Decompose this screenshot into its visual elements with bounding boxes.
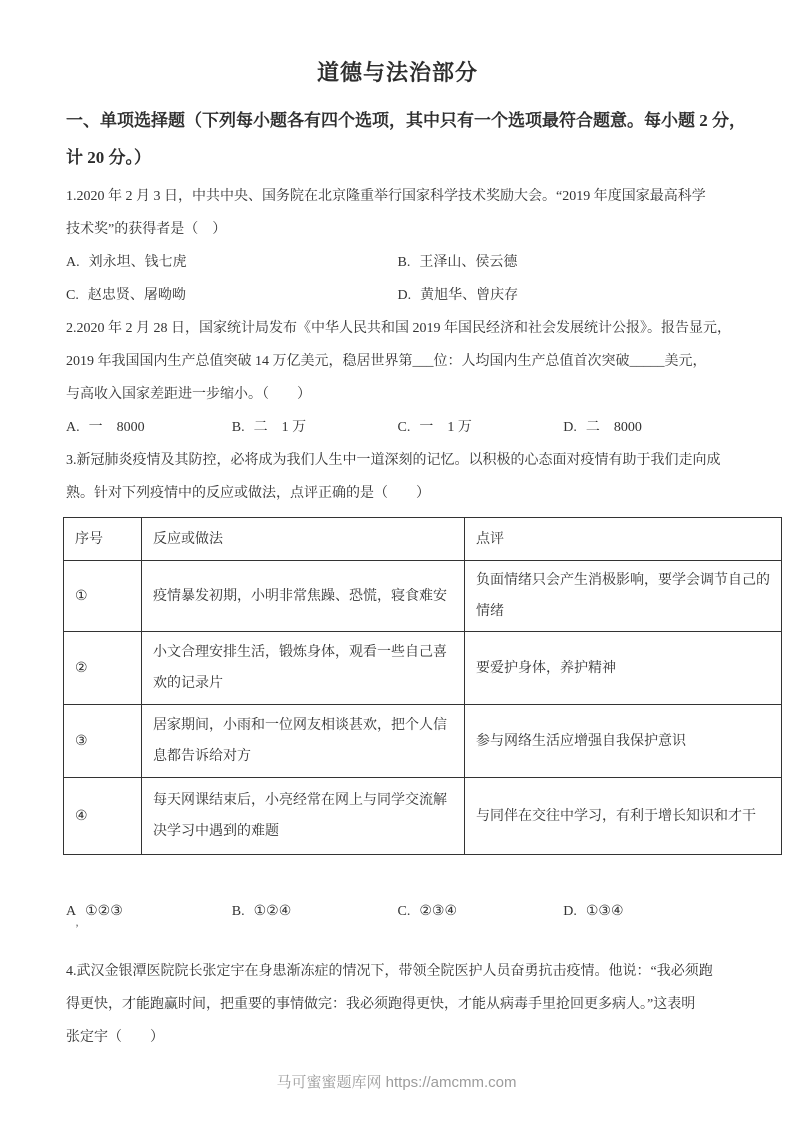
row-1-num: ① — [64, 561, 142, 632]
question-4-text-line-1: 4.武汉金银潭医院院长张定宇在身患渐冻症的情况下，带领全院医护人员奋勇抗击疫情。他说：“我必须跑 — [66, 964, 713, 979]
table-row-1 — [64, 561, 782, 632]
question-3-option-d — [563, 895, 729, 928]
question-4 — [66, 955, 729, 1054]
question-1-option-d — [398, 279, 730, 312]
section-heading — [66, 102, 746, 176]
question-4-text-line-3: 张定宇（ ） — [66, 1030, 164, 1045]
watermark-site-text: 马可蜜蜜题库网 https://amcmm.com — [276, 1074, 517, 1091]
option-label: C. — [66, 288, 79, 303]
question-1-text-line-2: 技术奖”的获得者是（ ） — [66, 222, 227, 237]
table-header-row — [64, 518, 782, 561]
question-1 — [66, 180, 729, 312]
question-1-option-a — [66, 246, 398, 279]
question-2-option-d — [563, 411, 729, 444]
option-label: D. — [563, 904, 577, 919]
option-text: 黄旭华、曾庆存 — [420, 288, 519, 303]
question-2-option-b — [232, 411, 398, 444]
row-4-comment: 与同伴在交往中学习，有利于增长知识和才干 — [465, 778, 782, 855]
option-text: 一 1 万 — [419, 420, 472, 435]
row-3-action: 居家期间，小雨和一位网友相谈甚欢，把个人信息都告诉给对方 — [142, 705, 465, 778]
table-row-4 — [64, 778, 782, 855]
question-3-table — [63, 517, 782, 855]
question-2-text-line-2: 2019 年我国国内生产总值突破 14 万亿美元，稳居世界第___位：人均国内生产总值首次突破_____美元， — [66, 354, 707, 369]
question-2-option-a — [66, 411, 232, 444]
option-text: ①③④ — [585, 904, 624, 919]
row-2-num: ② — [64, 632, 142, 705]
question-3-option-c — [398, 895, 564, 928]
option-label: A. — [66, 420, 80, 435]
option-label: A. — [66, 255, 80, 270]
question-2 — [66, 312, 729, 444]
section-heading-line-1: 一、单项选择题（下列每小题各有四个选项，其中只有一个选项最符合题意。每小题 2 分， — [66, 111, 746, 130]
table-row-2 — [64, 632, 782, 705]
question-2-text-line-1: 2.2020 年 2 月 28 日，国家统计局发布《中华人民共和国 2019 年国民经济和社会发展统计公报》。报告显元， — [66, 321, 731, 336]
option-label: A — [66, 904, 77, 919]
table-header-comment: 点评 — [465, 518, 782, 561]
row-3-num: ③ — [64, 705, 142, 778]
option-text: ②③④ — [419, 904, 457, 919]
stray-mark: ’ — [75, 921, 79, 935]
option-label: B. — [231, 904, 245, 919]
option-label: B. — [231, 420, 245, 435]
question-1-options-row-1 — [66, 246, 729, 279]
table-header-action: 反应或做法 — [142, 518, 465, 561]
row-3-comment: 参与网络生活应增强自我保护意识 — [465, 705, 782, 778]
option-text: 一 8000 — [88, 420, 145, 435]
question-4-text-line-2: 得更快，才能跑赢时间，把重要的事情做完：我必须跑得更快，才能从病毒手里抢回更多病人。”这表明 — [66, 997, 696, 1012]
question-1-text-line-1: 1.2020 年 2 月 3 日，中共中央、国务院在北京隆重举行国家科学技术奖励大会。“2019 年度国家最高科学 — [66, 189, 706, 204]
question-1-option-c — [66, 279, 398, 312]
question-3-options-row — [66, 895, 729, 935]
question-1-options-row-2 — [66, 279, 729, 312]
question-3-option-a — [66, 895, 232, 928]
page-content — [66, 56, 770, 1054]
question-2-option-c — [398, 411, 564, 444]
row-1-comment: 负面情绪只会产生消极影响，要学会调节自己的情绪 — [465, 561, 782, 632]
question-3 — [66, 444, 770, 935]
question-3-text-line-1: 3.新冠肺炎疫情及其防控，必将成为我们人生中一道深刻的记忆。以积极的心态面对疫情有助于我们走向成 — [66, 453, 721, 468]
option-text: 二 1 万 — [253, 420, 307, 435]
option-label: D. — [397, 288, 412, 303]
section-heading-line-2: 计 20 分。） — [66, 148, 151, 167]
option-text: ①②③ — [85, 904, 123, 919]
row-1-action: 疫情暴发初期，小明非常焦躁、恐慌，寝食难安 — [142, 561, 465, 632]
question-2-options-row — [66, 411, 729, 444]
option-text: 王泽山、侯云德 — [419, 255, 518, 270]
row-2-comment: 要爱护身体，养护精神 — [465, 632, 782, 705]
option-label: D. — [563, 420, 577, 435]
question-3-option-b — [232, 895, 398, 928]
option-label: C. — [397, 904, 411, 919]
option-label: C. — [397, 420, 411, 435]
row-2-action: 小文合理安排生活，锻炼身体，观看一些自己喜欢的记录片 — [142, 632, 465, 705]
question-2-text-line-3: 与高收入国家差距进一步缩小。（ ） — [66, 387, 311, 402]
question-3-text-line-2: 熟。针对下列疫情中的反应或做法，点评正确的是（ ） — [66, 486, 430, 501]
table-row-3 — [64, 705, 782, 778]
option-text: ①②④ — [253, 904, 292, 919]
option-text: 赵忠贤、屠呦呦 — [87, 288, 186, 303]
option-text: 刘永坦、钱七虎 — [88, 255, 187, 270]
question-1-option-b — [398, 246, 730, 279]
row-4-num: ④ — [64, 778, 142, 855]
table-header-num: 序号 — [64, 518, 142, 561]
page-title: 道德与法治部分 — [316, 60, 478, 85]
option-label: B. — [397, 255, 411, 270]
row-4-action: 每天网课结束后，小亮经常在网上与同学交流解决学习中遇到的难题 — [142, 778, 465, 855]
option-text: 二 8000 — [585, 420, 642, 435]
